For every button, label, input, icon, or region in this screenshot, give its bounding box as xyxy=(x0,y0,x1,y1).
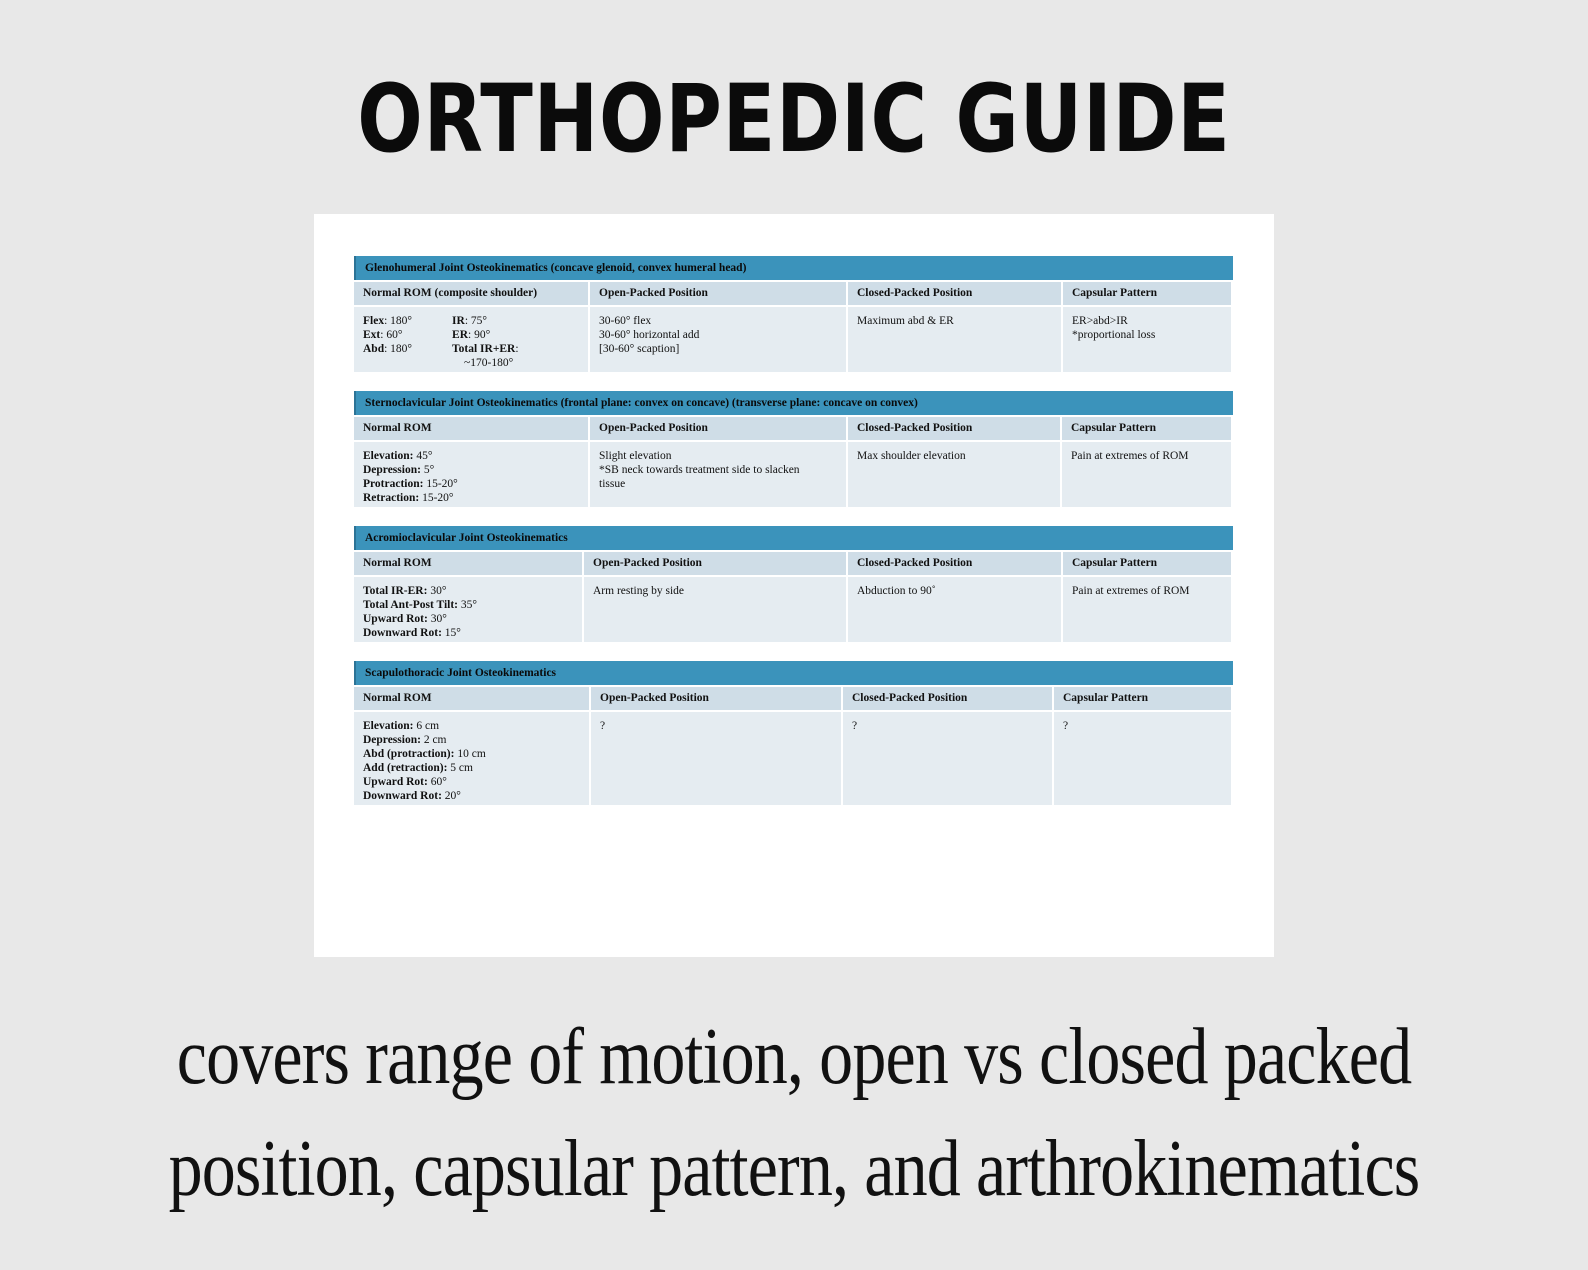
closed-packed-cell: Maximum abd & ER xyxy=(848,307,1061,372)
scapulothoracic-section xyxy=(354,661,1233,805)
rom-line: Abd (protraction): 10 cm xyxy=(363,748,486,760)
column-header: Closed-Packed Position xyxy=(843,687,1052,710)
tagline-line-2: position, capsular pattern, and arthrokinematics xyxy=(168,1125,1420,1213)
rom-line: Add (retraction): 5 cm xyxy=(363,762,473,774)
section-header: Glenohumeral Joint Osteokinematics (concave glenoid, convex humeral head) xyxy=(354,256,1233,280)
rom-line: Protraction: 15-20° xyxy=(363,478,458,490)
glenohumeral-section xyxy=(354,256,1233,372)
open-packed-cell: Arm resting by side xyxy=(584,577,846,642)
open-packed-cell: 30-60° flex 30-60° horizontal add [30-60° scaption] xyxy=(590,307,846,372)
rom-line: Depression: 2 cm xyxy=(363,734,447,746)
column-header: Closed-Packed Position xyxy=(848,282,1061,305)
rom-line: IR: 75° xyxy=(452,315,487,327)
capsular-pattern-cell: Pain at extremes of ROM xyxy=(1062,442,1231,507)
capsular-pattern-cell: ? xyxy=(1054,712,1231,805)
rom-line: Total IR+ER: xyxy=(452,343,519,355)
rom-line: Ext: 60° xyxy=(363,329,403,341)
column-header: Capsular Pattern xyxy=(1062,417,1231,440)
rom-line: Elevation: 45° xyxy=(363,450,433,462)
section-header: Scapulothoracic Joint Osteokinematics xyxy=(354,661,1233,685)
closed-packed-cell: ? xyxy=(843,712,1052,805)
column-header: Normal ROM xyxy=(354,417,588,440)
normal-rom-cell xyxy=(354,577,582,642)
rom-line: Abd: 180° xyxy=(363,343,413,355)
rom-line: Total Ant-Post Tilt: 35° xyxy=(363,599,477,611)
normal-rom-cell xyxy=(354,712,589,805)
column-header: Open-Packed Position xyxy=(584,552,846,575)
rom-line: Upward Rot: 30° xyxy=(363,613,447,625)
document-preview xyxy=(314,214,1274,957)
column-header: Open-Packed Position xyxy=(590,417,846,440)
normal-rom-cell xyxy=(354,307,588,372)
closed-packed-cell: Max shoulder elevation xyxy=(848,442,1060,507)
sternoclavicular-section xyxy=(354,391,1233,507)
tagline-line-1: covers range of motion, open vs closed packed xyxy=(176,1013,1412,1101)
column-header: Normal ROM xyxy=(354,552,582,575)
acromioclavicular-section xyxy=(354,526,1233,642)
capsular-pattern-cell: ER>abd>IR *proportional loss xyxy=(1063,307,1231,372)
page-title: ORTHOPEDIC GUIDE xyxy=(357,65,1231,174)
rom-line: Downward Rot: 15° xyxy=(363,627,461,639)
closed-packed-cell: Abduction to 90˚ xyxy=(848,577,1061,642)
normal-rom-cell xyxy=(354,442,588,507)
open-packed-cell: Slight elevation *SB neck towards treatment side to slacken tissue xyxy=(590,442,846,507)
column-header: Normal ROM xyxy=(354,687,589,710)
column-header: Capsular Pattern xyxy=(1063,282,1231,305)
rom-line: Depression: 5° xyxy=(363,464,435,476)
column-header: Open-Packed Position xyxy=(590,282,846,305)
rom-line: Flex: 180° xyxy=(363,315,412,327)
column-header: Capsular Pattern xyxy=(1054,687,1231,710)
column-header: Closed-Packed Position xyxy=(848,417,1060,440)
open-packed-cell: ? xyxy=(591,712,841,805)
capsular-pattern-cell: Pain at extremes of ROM xyxy=(1063,577,1231,642)
column-header: Capsular Pattern xyxy=(1063,552,1231,575)
column-header: Closed-Packed Position xyxy=(848,552,1061,575)
rom-line: Elevation: 6 cm xyxy=(363,720,440,732)
rom-line: ~170-180° xyxy=(464,357,514,369)
rom-line: Total IR-ER: 30° xyxy=(363,585,447,597)
column-header: Open-Packed Position xyxy=(591,687,841,710)
rom-line: Retraction: 15-20° xyxy=(363,492,454,504)
rom-line: ER: 90° xyxy=(452,329,491,341)
rom-line: Upward Rot: 60° xyxy=(363,776,447,788)
rom-line: Downward Rot: 20° xyxy=(363,790,461,802)
column-header: Normal ROM (composite shoulder) xyxy=(354,282,588,305)
section-header: Acromioclavicular Joint Osteokinematics xyxy=(354,526,1233,550)
section-header: Sternoclavicular Joint Osteokinematics (frontal plane: convex on concave) (transverse plane: concave on convex) xyxy=(354,391,1233,415)
